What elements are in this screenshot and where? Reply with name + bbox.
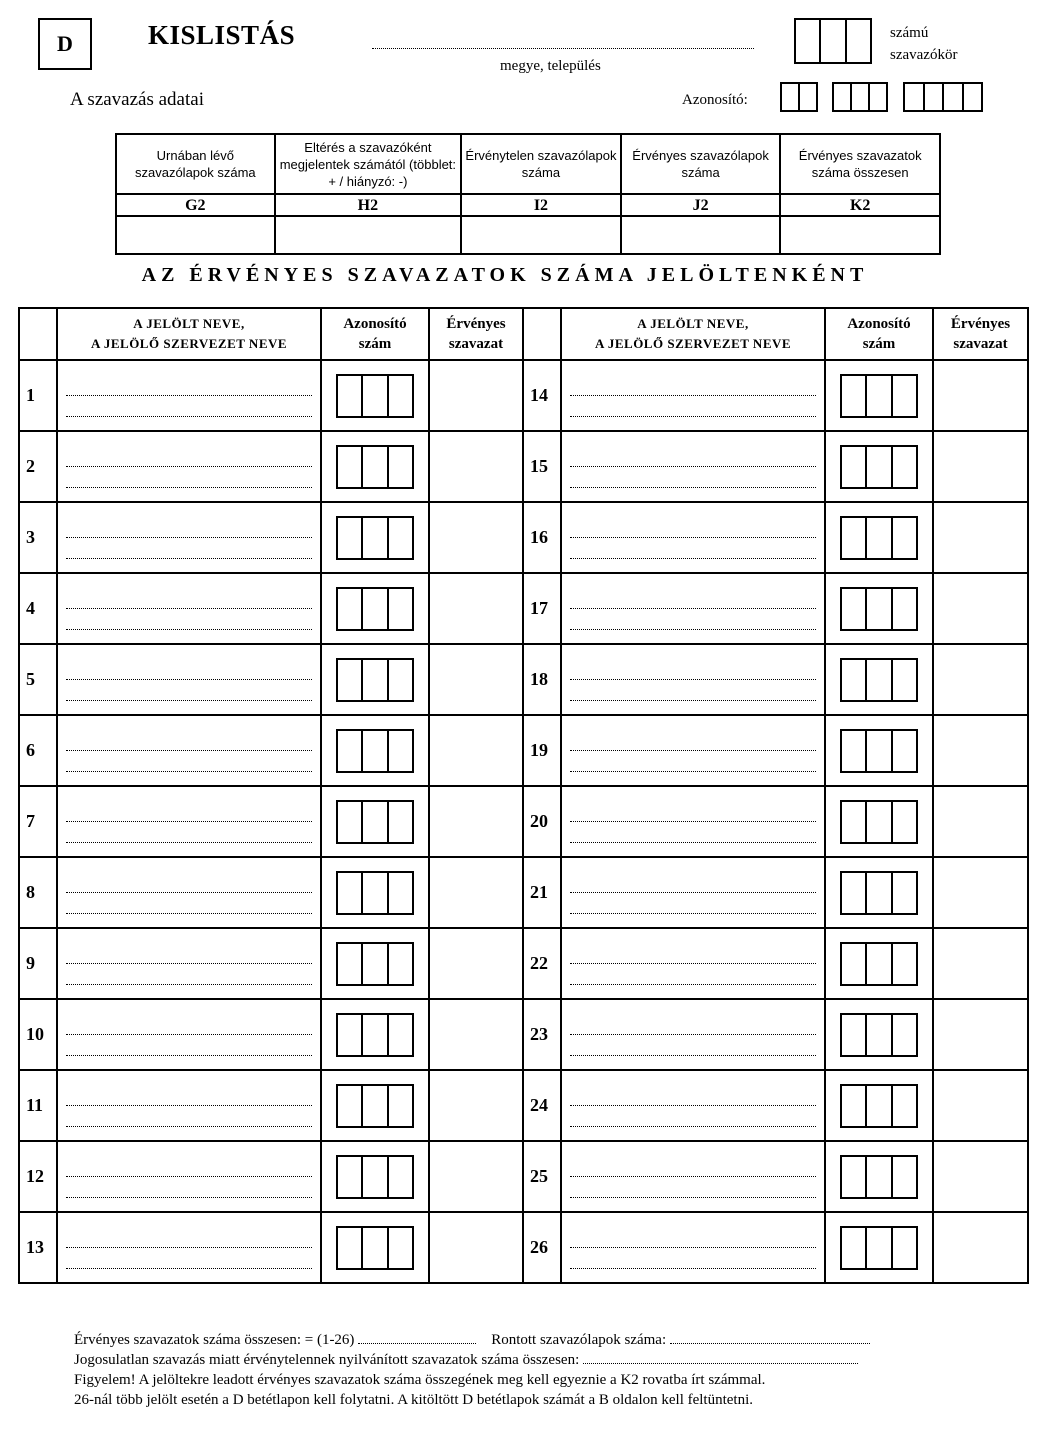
table-row (19, 1070, 1028, 1141)
valid-votes-field[interactable] (933, 715, 1028, 786)
valid-votes-field[interactable] (933, 431, 1028, 502)
candidate-id-cell (321, 1070, 429, 1141)
row-number: 15 (523, 431, 561, 502)
summary-table (115, 133, 941, 255)
footer-line1 (74, 1330, 994, 1350)
total-valid-votes-label: Érvényes szavazatok száma összesen: = (1-26) (74, 1332, 355, 1348)
candidate-id-cell (321, 644, 429, 715)
footer (74, 1330, 994, 1410)
candidate-id-boxes[interactable] (840, 374, 918, 418)
candidate-id-cell (825, 1070, 933, 1141)
valid-votes-field[interactable] (429, 573, 523, 644)
valid-votes-field[interactable] (933, 360, 1028, 431)
candidate-name-field[interactable] (561, 573, 825, 644)
candidate-id-boxes[interactable] (336, 1226, 414, 1270)
name-header-line1: A JELÖLT NEVE, (133, 316, 245, 331)
table-row (19, 857, 1028, 928)
candidate-name-field[interactable] (561, 431, 825, 502)
candidate-name-field[interactable] (57, 715, 321, 786)
spoiled-ballots-label: Rontott szavazólapok száma: (491, 1332, 667, 1348)
candidate-id-boxes[interactable] (336, 1155, 414, 1199)
candidate-name-field[interactable] (561, 1212, 825, 1283)
row-number: 11 (19, 1070, 57, 1141)
valid-votes-field[interactable] (933, 928, 1028, 999)
candidate-id-boxes[interactable] (840, 729, 918, 773)
candidate-id-cell (321, 786, 429, 857)
candidate-id-cell (321, 1141, 429, 1212)
candidate-name-field[interactable] (57, 644, 321, 715)
row-number: 25 (523, 1141, 561, 1212)
valid-votes-field[interactable] (429, 1212, 523, 1283)
row-number: 23 (523, 999, 561, 1070)
id-header (321, 308, 429, 360)
candidate-name-field[interactable] (561, 999, 825, 1070)
summary-input-h2[interactable] (275, 216, 461, 254)
candidate-id-boxes[interactable] (336, 800, 414, 844)
candidate-name-field[interactable] (57, 1141, 321, 1212)
valid-votes-field[interactable] (933, 1212, 1028, 1283)
candidate-id-cell (321, 360, 429, 431)
candidate-id-boxes[interactable] (840, 658, 918, 702)
valid-votes-field[interactable] (429, 857, 523, 928)
valid-votes-field[interactable] (429, 1070, 523, 1141)
candidate-name-field[interactable] (561, 928, 825, 999)
candidate-id-boxes[interactable] (840, 1084, 918, 1128)
candidate-id-cell (825, 786, 933, 857)
row-number: 1 (19, 360, 57, 431)
candidate-name-field[interactable] (57, 431, 321, 502)
candidate-name-field[interactable] (57, 1070, 321, 1141)
footer-note-2: 26-nál több jelölt esetén a D betétlapon kell folytatni. A kitöltött D betétlapok számát a B oldalon kell feltüntetni. (74, 1392, 754, 1408)
row-number: 22 (523, 928, 561, 999)
summary-header-g2: Urnában lévő szavazólapok száma (116, 134, 275, 194)
candidate-id-boxes[interactable] (336, 1084, 414, 1128)
main-title: AZ ÉRVÉNYES SZAVAZATOK SZÁMA JELÖLTENKÉNT (141, 264, 869, 286)
candidate-id-cell (321, 928, 429, 999)
candidate-id-cell (321, 431, 429, 502)
candidate-id-cell (825, 999, 933, 1070)
row-number: 17 (523, 573, 561, 644)
id-label: Azonosító: (682, 92, 748, 108)
form-title: KISLISTÁS (148, 20, 296, 50)
summary-header-j2: Érvényes szavazólapok száma (621, 134, 781, 194)
unauthorized-votes-field[interactable] (583, 1351, 858, 1364)
id-header-line2: szám (862, 336, 896, 352)
candidate-id-boxes[interactable] (840, 445, 918, 489)
candidate-id-boxes[interactable] (336, 374, 414, 418)
candidate-id-cell (321, 999, 429, 1070)
votes-header-line2: szavazat (448, 336, 504, 352)
table-row (19, 644, 1028, 715)
row-number: 5 (19, 644, 57, 715)
summary-header-h2: Eltérés a szavazóként megjelentek számától (többlet: + / hiányzó: -) (275, 134, 461, 194)
name-header-line1: A JELÖLT NEVE, (637, 316, 749, 331)
table-row (19, 1212, 1028, 1283)
id-boxes-group-3[interactable] (903, 82, 983, 112)
id-boxes-group-1[interactable] (780, 82, 818, 112)
valid-votes-field[interactable] (933, 857, 1028, 928)
candidate-id-boxes[interactable] (840, 516, 918, 560)
name-header (57, 308, 321, 360)
candidate-id-boxes[interactable] (336, 1013, 414, 1057)
summary-code-k2: K2 (780, 194, 940, 216)
candidate-id-boxes[interactable] (840, 587, 918, 631)
candidate-name-field[interactable] (561, 786, 825, 857)
votes-header-line1: Érvényes (950, 316, 1011, 332)
candidate-name-field[interactable] (57, 786, 321, 857)
summary-header-i2: Érvénytelen szavazólapok száma (461, 134, 621, 194)
valid-votes-field[interactable] (429, 1141, 523, 1212)
total-valid-votes-field[interactable] (358, 1331, 476, 1344)
valid-votes-field[interactable] (429, 431, 523, 502)
row-number: 24 (523, 1070, 561, 1141)
row-number: 14 (523, 360, 561, 431)
candidate-id-cell (825, 928, 933, 999)
candidate-name-field[interactable] (561, 857, 825, 928)
valid-votes-field[interactable] (429, 360, 523, 431)
name-header-line2: A JELÖLŐ SZERVEZET NEVE (594, 336, 792, 351)
summary-code-h2: H2 (275, 194, 461, 216)
table-row (19, 1141, 1028, 1212)
row-number: 20 (523, 786, 561, 857)
candidate-name-field[interactable] (561, 715, 825, 786)
candidate-id-boxes[interactable] (840, 1226, 918, 1270)
candidate-id-boxes[interactable] (336, 942, 414, 986)
candidate-name-field[interactable] (57, 1212, 321, 1283)
candidate-id-cell (825, 502, 933, 573)
candidate-id-boxes[interactable] (336, 871, 414, 915)
location-label: megye, település (500, 58, 601, 74)
valid-votes-field[interactable] (933, 573, 1028, 644)
row-number: 4 (19, 573, 57, 644)
candidate-name-field[interactable] (57, 573, 321, 644)
valid-votes-field[interactable] (933, 1141, 1028, 1212)
section-label: A szavazás adatai (70, 89, 204, 110)
row-number: 16 (523, 502, 561, 573)
row-number: 7 (19, 786, 57, 857)
id-header-line1: Azonosító (847, 316, 911, 332)
footer-line2 (74, 1350, 994, 1370)
candidate-id-boxes[interactable] (336, 658, 414, 702)
candidate-id-boxes[interactable] (840, 800, 918, 844)
unauthorized-votes-label: Jogosulatlan szavazás miatt érvénytelennek nyilvánított szavazatok száma összesen: (74, 1352, 580, 1368)
row-number: 8 (19, 857, 57, 928)
precinct-label-line1: számú (890, 25, 929, 41)
candidate-id-cell (825, 715, 933, 786)
spoiled-ballots-field[interactable] (670, 1331, 870, 1344)
valid-votes-field[interactable] (429, 928, 523, 999)
form-letter-box (38, 18, 92, 70)
summary-input-k2[interactable] (780, 216, 940, 254)
row-number: 18 (523, 644, 561, 715)
precinct-label-line2: szavazókör (890, 47, 958, 63)
summary-input-j2[interactable] (621, 216, 781, 254)
valid-votes-field[interactable] (933, 999, 1028, 1070)
table-row (19, 360, 1028, 431)
valid-votes-field[interactable] (429, 786, 523, 857)
candidate-id-cell (825, 431, 933, 502)
row-number: 9 (19, 928, 57, 999)
candidate-id-cell (321, 1212, 429, 1283)
candidate-id-cell (825, 1141, 933, 1212)
summary-code-g2: G2 (116, 194, 275, 216)
candidate-id-boxes[interactable] (840, 871, 918, 915)
candidate-id-boxes[interactable] (336, 516, 414, 560)
id-boxes-group-2[interactable] (832, 82, 888, 112)
valid-votes-field[interactable] (429, 999, 523, 1070)
votes-header (429, 308, 523, 360)
candidate-id-boxes[interactable] (336, 729, 414, 773)
candidate-name-field[interactable] (57, 928, 321, 999)
precinct-label (890, 22, 957, 66)
votes-header (933, 308, 1028, 360)
summary-header-k2: Érvényes szavazatok száma összesen (780, 134, 940, 194)
table-row (19, 715, 1028, 786)
valid-votes-field[interactable] (429, 644, 523, 715)
votes-header-line2: szavazat (953, 336, 1008, 352)
candidate-id-boxes[interactable] (336, 587, 414, 631)
candidate-id-boxes[interactable] (840, 1013, 918, 1057)
summary-input-i2[interactable] (461, 216, 621, 254)
footer-note-1: Figyelem! A jelöltekre leadott érvényes szavazatok száma összegének meg kell egyeznie a K2 rovatba írt számmal. (74, 1372, 766, 1388)
row-number: 21 (523, 857, 561, 928)
name-header-line2: A JELÖLŐ SZERVEZET NEVE (90, 336, 288, 351)
candidate-id-boxes[interactable] (840, 942, 918, 986)
candidate-id-boxes[interactable] (840, 1155, 918, 1199)
candidate-id-cell (825, 573, 933, 644)
candidate-name-field[interactable] (561, 360, 825, 431)
candidate-name-field[interactable] (561, 1141, 825, 1212)
candidate-name-field[interactable] (561, 644, 825, 715)
candidate-name-field[interactable] (57, 999, 321, 1070)
candidate-id-cell (825, 360, 933, 431)
candidate-name-field[interactable] (57, 857, 321, 928)
row-number: 13 (19, 1212, 57, 1283)
valid-votes-field[interactable] (429, 502, 523, 573)
blank-header (19, 308, 57, 360)
id-header-line1: Azonosító (343, 316, 407, 332)
summary-input-g2[interactable] (116, 216, 275, 254)
name-header (561, 308, 825, 360)
summary-code-i2: I2 (461, 194, 621, 216)
precinct-number-boxes[interactable] (794, 18, 872, 64)
candidate-table (18, 307, 1029, 1284)
candidate-name-field[interactable] (57, 502, 321, 573)
row-number: 10 (19, 999, 57, 1070)
candidate-name-field[interactable] (561, 1070, 825, 1141)
row-number: 3 (19, 502, 57, 573)
table-row (19, 502, 1028, 573)
blank-header (523, 308, 561, 360)
valid-votes-field[interactable] (933, 644, 1028, 715)
candidate-name-field[interactable] (561, 502, 825, 573)
row-number: 19 (523, 715, 561, 786)
candidate-id-boxes[interactable] (336, 445, 414, 489)
table-row (19, 431, 1028, 502)
location-field[interactable] (372, 30, 754, 49)
valid-votes-field[interactable] (933, 1070, 1028, 1141)
id-header (825, 308, 933, 360)
table-row (19, 928, 1028, 999)
row-number: 2 (19, 431, 57, 502)
table-row (19, 786, 1028, 857)
id-header-line2: szám (358, 336, 392, 352)
candidate-name-field[interactable] (57, 360, 321, 431)
row-number: 12 (19, 1141, 57, 1212)
valid-votes-field[interactable] (933, 502, 1028, 573)
candidate-id-cell (321, 573, 429, 644)
candidate-id-cell (825, 644, 933, 715)
summary-code-j2: J2 (621, 194, 781, 216)
valid-votes-field[interactable] (933, 786, 1028, 857)
candidate-id-cell (321, 857, 429, 928)
candidate-id-cell (321, 715, 429, 786)
row-number: 6 (19, 715, 57, 786)
votes-header-line1: Érvényes (446, 316, 506, 332)
candidate-id-cell (825, 857, 933, 928)
candidate-id-cell (321, 502, 429, 573)
row-number: 26 (523, 1212, 561, 1283)
valid-votes-field[interactable] (429, 715, 523, 786)
table-row (19, 573, 1028, 644)
table-row (19, 999, 1028, 1070)
candidate-id-cell (825, 1212, 933, 1283)
form-letter: D (57, 31, 73, 56)
